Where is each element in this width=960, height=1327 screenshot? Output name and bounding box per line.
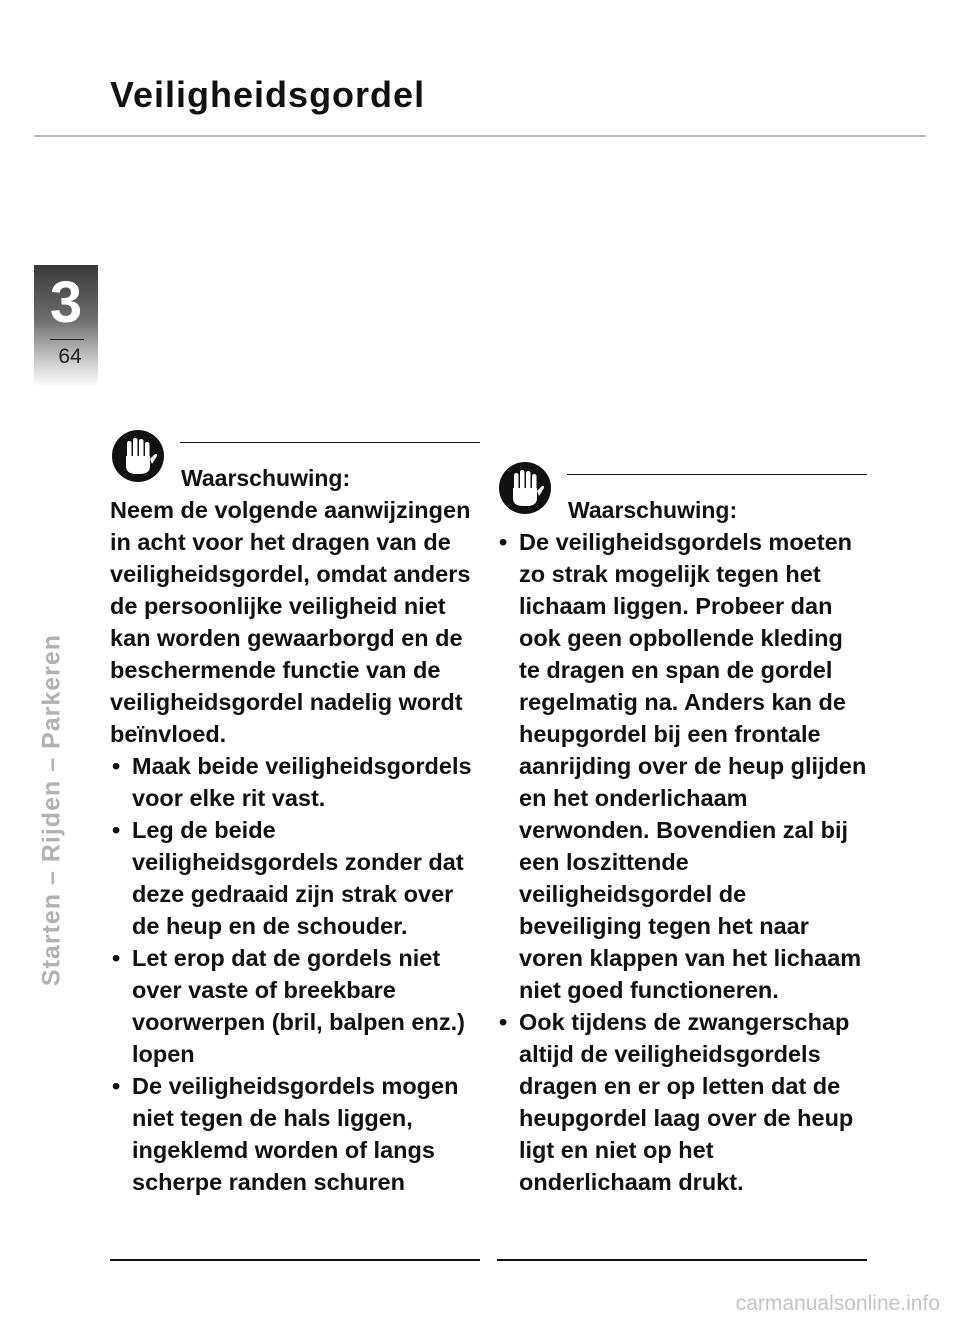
hand-icon [110, 428, 166, 484]
list-item: • Maak beide veiligheidsgordels voor elke rit vast. [110, 750, 480, 814]
list-item: • De veiligheidsgordels moeten zo strak mogelijk tegen het lichaam liggen. Probeer dan ook geen opbollende kleding te dragen en span de gordel regelmatig na. Anders kan de heupgordel bij een frontale aanrijding over de heup glijden en het onderlichaam verwonden. Bovendien zal bij een loszittende veiligheidsgordel de beveiliging tegen het naar voren klappen van het lichaam niet goed functioneren. [497, 526, 867, 1006]
chapter-divider [50, 339, 84, 340]
warning-bottom-rule-2 [497, 1259, 867, 1261]
page-title: Veiligheidsgordel [110, 74, 426, 115]
page-number: 64 [58, 345, 82, 368]
section-side-label-text: Starten – Rijden – Parkeren [37, 633, 66, 987]
warning-top-rule [180, 442, 480, 443]
list-item: • Ook tijdens de zwangerschap altijd de veiligheidsgordels dragen en er op letten dat de heupgordel laag over de heup ligt en niet op het onderlichaam drukt. [497, 1006, 867, 1198]
warning-heading: Waarschuwing: [568, 497, 738, 523]
warning-heading: Waarschuwing: [181, 465, 351, 491]
warning-intro: Neem de volgende aanwijzingen in acht voor het dragen van de veiligheidsgordel, omdat anders de persoonlijke veiligheid niet kan worden gewaarborgd en de beschermende functie van de veiligheidsgordel nadelig wordt beïnvloed. [110, 497, 471, 747]
hand-icon [497, 460, 553, 516]
chapter-tab [34, 265, 98, 387]
title-divider [34, 135, 926, 137]
list-item: • Let erop dat de gordels niet over vaste of breekbare voorwerpen (bril, balpen enz.) lopen [110, 942, 480, 1070]
warning-top-rule [567, 474, 867, 475]
list-item: • De veiligheidsgordels mogen niet tegen de hals liggen, ingeklemd worden of langs scherpe randen schuren [110, 1070, 480, 1198]
warning-bottom-rule-1 [110, 1259, 480, 1261]
warning-body [497, 526, 867, 1198]
warning-body [110, 494, 480, 1198]
warning-list [110, 750, 480, 1198]
warning-list [497, 526, 867, 1198]
watermark-text: carmanualsonline.info [735, 1292, 940, 1315]
list-item: • Leg de beide veiligheidsgordels zonder dat deze gedraaid zijn strak over de heup en de schouder. [110, 814, 480, 942]
chapter-number: 3 [49, 270, 83, 335]
